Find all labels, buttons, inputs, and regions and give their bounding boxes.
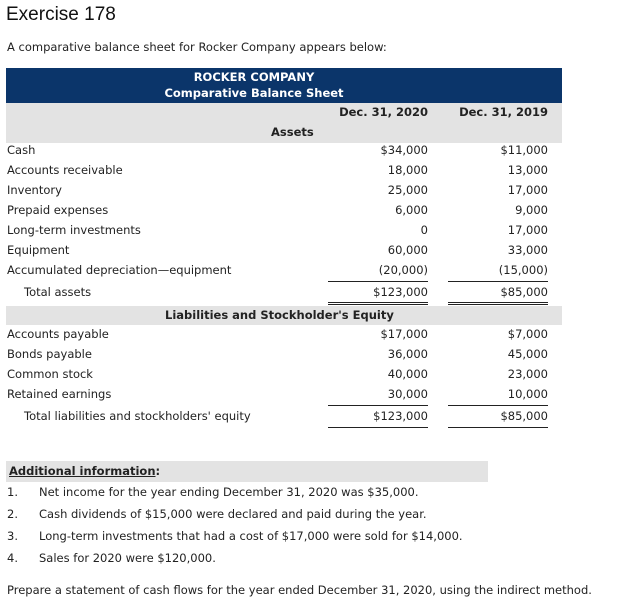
exercise-title: Exercise 178 (6, 4, 116, 25)
additional-info-header (6, 461, 488, 482)
intro-text: A comparative balance sheet for Rocker Company appears below: (7, 40, 387, 54)
additional-info-title: Additional information (9, 464, 156, 478)
table-row (6, 220, 562, 240)
row-label: Bonds payable (7, 347, 92, 361)
company-name: ROCKER COMPANY (193, 70, 315, 84)
table-row (6, 364, 562, 384)
item-text: Long-term investments that had a cost of $17,000 were sold for $14,000. (39, 529, 463, 543)
table-row (6, 160, 562, 180)
row-label: Equipment (7, 243, 70, 257)
value-2020: (20,000) (378, 263, 428, 277)
double-underline (328, 302, 428, 305)
item-text: Sales for 2020 were $120,000. (39, 551, 216, 565)
column-2020: Dec. 31, 2020 (339, 105, 428, 119)
value-2019: 33,000 (507, 243, 548, 257)
table-row (6, 140, 562, 160)
balance-sheet-header (6, 68, 562, 104)
value-2020: 0 (420, 223, 428, 237)
value-2020: $123,000 (373, 285, 428, 299)
row-label: Total liabilities and stockholders' equity (24, 409, 251, 423)
value-2020: 40,000 (387, 367, 428, 381)
row-label: Cash (7, 143, 36, 157)
value-2019: $85,000 (500, 285, 548, 299)
table-row (6, 240, 562, 260)
table-row (6, 282, 562, 302)
row-label: Accounts receivable (7, 163, 123, 177)
row-label: Common stock (7, 367, 93, 381)
table-row (6, 344, 562, 364)
sheet-subtitle: Comparative Balance Sheet (164, 86, 344, 100)
value-2020: 36,000 (387, 347, 428, 361)
row-label: Accumulated depreciation—equipment (7, 263, 232, 277)
value-2019: 17,000 (507, 183, 548, 197)
value-2019: 9,000 (515, 203, 548, 217)
column-2019: Dec. 31, 2019 (459, 105, 548, 119)
table-row (6, 180, 562, 200)
value-2019: 45,000 (507, 347, 548, 361)
row-label: Long-term investments (7, 223, 141, 237)
underline (448, 427, 548, 428)
row-label: Inventory (7, 183, 62, 197)
table-row (6, 260, 562, 280)
value-2019: (15,000) (498, 263, 548, 277)
item-text: Net income for the year ending December 31, 2020 was $35,000. (39, 485, 419, 499)
table-row (6, 406, 562, 426)
value-2020: 6,000 (395, 203, 428, 217)
value-2020: $17,000 (380, 327, 428, 341)
table-row (6, 324, 562, 344)
value-2020: 30,000 (387, 387, 428, 401)
table-row (6, 384, 562, 404)
value-2019: 13,000 (507, 163, 548, 177)
instruction-text: Prepare a statement of cash flows for the year ended December 31, 2020, using the indirect method. (7, 583, 592, 597)
item-number: 2. (7, 507, 18, 521)
liabilities-header-band (6, 306, 562, 325)
value-2020: $123,000 (373, 409, 428, 423)
value-2019: $85,000 (500, 409, 548, 423)
item-text: Cash dividends of $15,000 were declared and paid during the year. (39, 507, 427, 521)
item-number: 1. (7, 485, 18, 499)
value-2019: 17,000 (507, 223, 548, 237)
column-header-band (6, 103, 562, 143)
value-2020: 25,000 (387, 183, 428, 197)
value-2019: 10,000 (507, 387, 548, 401)
value-2019: 23,000 (507, 367, 548, 381)
value-2020: 18,000 (387, 163, 428, 177)
item-number: 3. (7, 529, 18, 543)
underline (328, 427, 428, 428)
value-2019: $7,000 (507, 327, 548, 341)
row-label: Retained earnings (7, 387, 112, 401)
liabilities-header: Liabilities and Stockholder's Equity (165, 308, 394, 322)
assets-header: Assets (271, 125, 314, 139)
item-number: 4. (7, 551, 18, 565)
row-label: Total assets (24, 285, 92, 299)
value-2019: $11,000 (500, 143, 548, 157)
additional-info-colon: : (155, 464, 161, 478)
value-2020: 60,000 (387, 243, 428, 257)
table-row (6, 200, 562, 220)
value-2020: $34,000 (380, 143, 428, 157)
double-underline (448, 302, 548, 305)
row-label: Prepaid expenses (7, 203, 109, 217)
row-label: Accounts payable (7, 327, 109, 341)
